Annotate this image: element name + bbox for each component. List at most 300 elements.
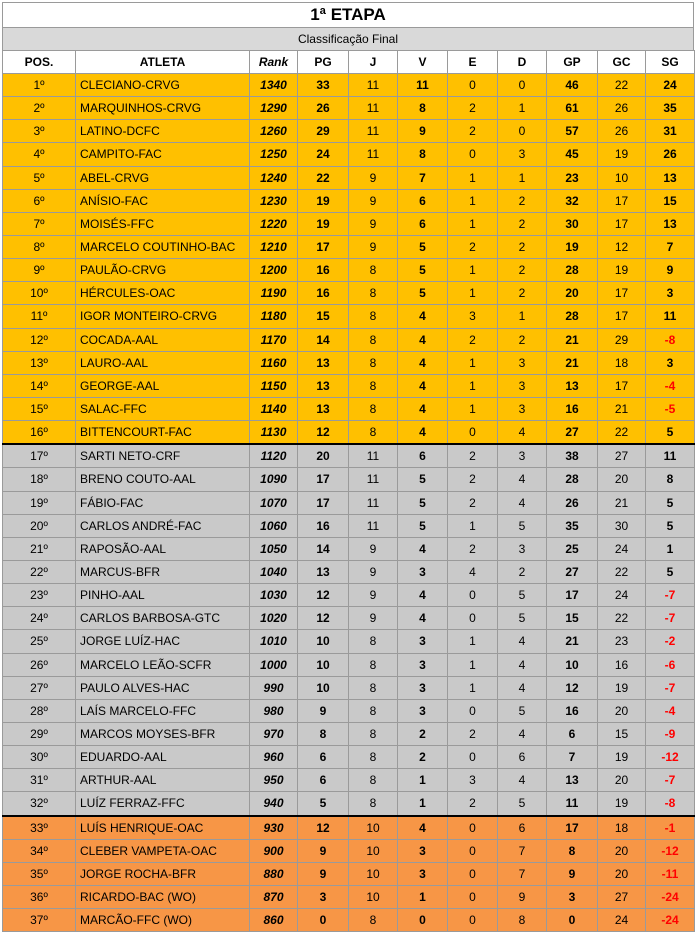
cell-sg: -4 (646, 374, 695, 397)
cell-gc: 22 (598, 607, 646, 630)
cell-rank: 1150 (250, 374, 298, 397)
cell-gc: 20 (598, 699, 646, 722)
cell-gc: 22 (598, 74, 646, 97)
cell-v: 1 (398, 769, 448, 792)
header-pg: PG (298, 51, 349, 74)
cell-d: 3 (498, 537, 547, 560)
cell-j: 8 (349, 351, 398, 374)
cell-j: 10 (349, 816, 398, 840)
cell-gp: 9 (547, 862, 598, 885)
header-e: E (448, 51, 498, 74)
cell-rank: 1210 (250, 235, 298, 258)
cell-pos: 28º (3, 699, 76, 722)
cell-sg: 15 (646, 189, 695, 212)
table-row (3, 607, 695, 630)
cell-rank: 1090 (250, 468, 298, 491)
cell-d: 4 (498, 421, 547, 445)
cell-athlete: ARTHUR-AAL (76, 769, 250, 792)
cell-pos: 20º (3, 514, 76, 537)
cell-athlete: RAPOSÃO-AAL (76, 537, 250, 560)
cell-sg: -24 (646, 885, 695, 908)
cell-gp: 3 (547, 885, 598, 908)
cell-gp: 12 (547, 676, 598, 699)
cell-v: 3 (398, 630, 448, 653)
cell-pos: 23º (3, 584, 76, 607)
cell-rank: 1120 (250, 444, 298, 468)
cell-athlete: MOISÉS-FFC (76, 212, 250, 235)
cell-athlete: SALAC-FFC (76, 397, 250, 420)
cell-e: 0 (448, 839, 498, 862)
cell-d: 2 (498, 560, 547, 583)
cell-gc: 27 (598, 885, 646, 908)
table-row (3, 97, 695, 120)
cell-gp: 35 (547, 514, 598, 537)
cell-j: 11 (349, 97, 398, 120)
cell-pg: 20 (298, 444, 349, 468)
cell-e: 1 (448, 259, 498, 282)
cell-athlete: MARCELO COUTINHO-BAC (76, 235, 250, 258)
cell-sg: 3 (646, 351, 695, 374)
cell-sg: 13 (646, 166, 695, 189)
cell-rank: 1340 (250, 74, 298, 97)
cell-sg: -24 (646, 909, 695, 932)
cell-d: 4 (498, 676, 547, 699)
cell-pg: 22 (298, 166, 349, 189)
cell-gc: 19 (598, 676, 646, 699)
header-pos: POS. (3, 51, 76, 74)
table-row (3, 189, 695, 212)
cell-pg: 26 (298, 97, 349, 120)
table-row (3, 653, 695, 676)
cell-athlete: LAURO-AAL (76, 351, 250, 374)
cell-j: 8 (349, 328, 398, 351)
cell-d: 1 (498, 305, 547, 328)
cell-v: 4 (398, 607, 448, 630)
cell-rank: 1130 (250, 421, 298, 445)
cell-v: 4 (398, 374, 448, 397)
cell-gp: 16 (547, 397, 598, 420)
cell-gp: 8 (547, 839, 598, 862)
cell-pg: 19 (298, 189, 349, 212)
cell-gp: 6 (547, 722, 598, 745)
cell-pos: 26º (3, 653, 76, 676)
cell-d: 2 (498, 212, 547, 235)
cell-pos: 30º (3, 746, 76, 769)
cell-rank: 1160 (250, 351, 298, 374)
header-v: V (398, 51, 448, 74)
cell-d: 9 (498, 885, 547, 908)
cell-d: 7 (498, 862, 547, 885)
cell-gp: 13 (547, 374, 598, 397)
cell-pg: 6 (298, 769, 349, 792)
cell-rank: 970 (250, 722, 298, 745)
cell-athlete: LAÍS MARCELO-FFC (76, 699, 250, 722)
cell-sg: 31 (646, 120, 695, 143)
cell-v: 3 (398, 862, 448, 885)
cell-e: 0 (448, 816, 498, 840)
cell-pg: 29 (298, 120, 349, 143)
cell-e: 2 (448, 444, 498, 468)
header-j: J (349, 51, 398, 74)
cell-d: 2 (498, 282, 547, 305)
cell-e: 2 (448, 468, 498, 491)
cell-j: 9 (349, 537, 398, 560)
cell-athlete: IGOR MONTEIRO-CRVG (76, 305, 250, 328)
cell-sg: 5 (646, 491, 695, 514)
cell-d: 7 (498, 839, 547, 862)
cell-gp: 30 (547, 212, 598, 235)
cell-sg: -9 (646, 722, 695, 745)
cell-pg: 17 (298, 468, 349, 491)
cell-j: 8 (349, 305, 398, 328)
cell-athlete: MARQUINHOS-CRVG (76, 97, 250, 120)
cell-pg: 8 (298, 722, 349, 745)
cell-d: 5 (498, 792, 547, 816)
cell-j: 10 (349, 839, 398, 862)
cell-gp: 28 (547, 259, 598, 282)
cell-pg: 3 (298, 885, 349, 908)
cell-sg: -5 (646, 397, 695, 420)
header-row (3, 51, 695, 74)
cell-athlete: BRENO COUTO-AAL (76, 468, 250, 491)
cell-rank: 1140 (250, 397, 298, 420)
cell-rank: 1040 (250, 560, 298, 583)
cell-v: 6 (398, 444, 448, 468)
cell-rank: 980 (250, 699, 298, 722)
cell-athlete: LUÍZ FERRAZ-FFC (76, 792, 250, 816)
cell-pos: 17º (3, 444, 76, 468)
cell-rank: 900 (250, 839, 298, 862)
cell-gc: 24 (598, 909, 646, 932)
cell-gc: 26 (598, 120, 646, 143)
cell-gc: 24 (598, 584, 646, 607)
header-d: D (498, 51, 547, 74)
cell-d: 4 (498, 653, 547, 676)
cell-v: 6 (398, 212, 448, 235)
cell-e: 1 (448, 189, 498, 212)
cell-j: 8 (349, 746, 398, 769)
cell-pg: 15 (298, 305, 349, 328)
cell-rank: 1190 (250, 282, 298, 305)
cell-pos: 2º (3, 97, 76, 120)
cell-gc: 20 (598, 468, 646, 491)
cell-gp: 32 (547, 189, 598, 212)
cell-gp: 0 (547, 909, 598, 932)
cell-athlete: CARLOS ANDRÉ-FAC (76, 514, 250, 537)
cell-pos: 29º (3, 722, 76, 745)
cell-pos: 25º (3, 630, 76, 653)
cell-gc: 17 (598, 374, 646, 397)
cell-sg: -12 (646, 839, 695, 862)
cell-d: 3 (498, 351, 547, 374)
cell-athlete: PINHO-AAL (76, 584, 250, 607)
table-row (3, 351, 695, 374)
cell-e: 2 (448, 235, 498, 258)
cell-sg: -7 (646, 607, 695, 630)
cell-pg: 9 (298, 862, 349, 885)
cell-v: 3 (398, 699, 448, 722)
cell-pg: 12 (298, 584, 349, 607)
cell-sg: -6 (646, 653, 695, 676)
cell-j: 8 (349, 630, 398, 653)
cell-gc: 12 (598, 235, 646, 258)
cell-v: 2 (398, 746, 448, 769)
cell-v: 7 (398, 166, 448, 189)
cell-e: 0 (448, 74, 498, 97)
cell-sg: -12 (646, 746, 695, 769)
cell-pg: 10 (298, 676, 349, 699)
cell-sg: -1 (646, 816, 695, 840)
cell-sg: 8 (646, 468, 695, 491)
cell-j: 8 (349, 909, 398, 932)
cell-v: 2 (398, 722, 448, 745)
cell-gp: 27 (547, 421, 598, 445)
cell-j: 9 (349, 212, 398, 235)
cell-sg: 24 (646, 74, 695, 97)
cell-e: 2 (448, 537, 498, 560)
cell-pos: 10º (3, 282, 76, 305)
cell-pos: 27º (3, 676, 76, 699)
cell-gp: 16 (547, 699, 598, 722)
cell-d: 1 (498, 97, 547, 120)
cell-gp: 21 (547, 328, 598, 351)
cell-e: 0 (448, 143, 498, 166)
cell-v: 4 (398, 305, 448, 328)
cell-athlete: ANÍSIO-FAC (76, 189, 250, 212)
cell-e: 2 (448, 792, 498, 816)
cell-j: 8 (349, 769, 398, 792)
cell-athlete: LATINO-DCFC (76, 120, 250, 143)
cell-pg: 14 (298, 537, 349, 560)
page-title: 1ª ETAPA (2, 2, 694, 27)
cell-sg: -2 (646, 630, 695, 653)
cell-pg: 12 (298, 421, 349, 445)
cell-pos: 36º (3, 885, 76, 908)
cell-athlete: COCADA-AAL (76, 328, 250, 351)
cell-sg: 26 (646, 143, 695, 166)
cell-athlete: SARTI NETO-CRF (76, 444, 250, 468)
cell-rank: 1260 (250, 120, 298, 143)
cell-athlete: BITTENCOURT-FAC (76, 421, 250, 445)
cell-pg: 14 (298, 328, 349, 351)
cell-v: 9 (398, 120, 448, 143)
cell-rank: 1230 (250, 189, 298, 212)
cell-pg: 19 (298, 212, 349, 235)
cell-d: 2 (498, 259, 547, 282)
table-row (3, 120, 695, 143)
cell-j: 8 (349, 282, 398, 305)
cell-v: 3 (398, 653, 448, 676)
cell-e: 3 (448, 305, 498, 328)
header-sg: SG (646, 51, 695, 74)
cell-pos: 7º (3, 212, 76, 235)
cell-v: 4 (398, 584, 448, 607)
cell-pg: 33 (298, 74, 349, 97)
header-gp: GP (547, 51, 598, 74)
cell-sg: -7 (646, 769, 695, 792)
cell-pos: 32º (3, 792, 76, 816)
cell-d: 0 (498, 74, 547, 97)
cell-gc: 26 (598, 97, 646, 120)
cell-pg: 6 (298, 746, 349, 769)
cell-d: 4 (498, 769, 547, 792)
cell-pg: 10 (298, 630, 349, 653)
cell-pos: 13º (3, 351, 76, 374)
cell-gp: 21 (547, 351, 598, 374)
table-row (3, 212, 695, 235)
cell-gp: 21 (547, 630, 598, 653)
cell-gp: 17 (547, 816, 598, 840)
cell-j: 11 (349, 491, 398, 514)
cell-e: 0 (448, 885, 498, 908)
cell-gc: 29 (598, 328, 646, 351)
cell-j: 11 (349, 120, 398, 143)
cell-athlete: CLEBER VAMPETA-OAC (76, 839, 250, 862)
cell-gp: 11 (547, 792, 598, 816)
cell-e: 1 (448, 351, 498, 374)
cell-rank: 1060 (250, 514, 298, 537)
cell-sg: 5 (646, 421, 695, 445)
table-row (3, 514, 695, 537)
cell-e: 2 (448, 722, 498, 745)
cell-gc: 22 (598, 421, 646, 445)
cell-sg: 11 (646, 305, 695, 328)
cell-v: 5 (398, 468, 448, 491)
cell-e: 0 (448, 421, 498, 445)
cell-athlete: RICARDO-BAC (WO) (76, 885, 250, 908)
cell-d: 5 (498, 514, 547, 537)
table-row (3, 769, 695, 792)
cell-j: 10 (349, 885, 398, 908)
cell-pos: 37º (3, 909, 76, 932)
cell-pos: 1º (3, 74, 76, 97)
table-row (3, 444, 695, 468)
cell-sg: 35 (646, 97, 695, 120)
cell-j: 11 (349, 143, 398, 166)
table-row (3, 328, 695, 351)
cell-v: 3 (398, 839, 448, 862)
cell-rank: 880 (250, 862, 298, 885)
cell-pos: 18º (3, 468, 76, 491)
cell-pos: 22º (3, 560, 76, 583)
cell-gp: 28 (547, 305, 598, 328)
cell-pos: 21º (3, 537, 76, 560)
cell-pos: 4º (3, 143, 76, 166)
cell-v: 4 (398, 816, 448, 840)
cell-athlete: CLECIANO-CRVG (76, 74, 250, 97)
cell-d: 3 (498, 143, 547, 166)
cell-rank: 1200 (250, 259, 298, 282)
cell-sg: -8 (646, 792, 695, 816)
cell-gp: 46 (547, 74, 598, 97)
table-row (3, 584, 695, 607)
cell-gc: 17 (598, 282, 646, 305)
cell-v: 5 (398, 259, 448, 282)
cell-pg: 13 (298, 560, 349, 583)
cell-athlete: MARCELO LEÃO-SCFR (76, 653, 250, 676)
cell-sg: 13 (646, 212, 695, 235)
cell-pos: 34º (3, 839, 76, 862)
cell-rank: 1240 (250, 166, 298, 189)
cell-pos: 14º (3, 374, 76, 397)
cell-j: 9 (349, 560, 398, 583)
cell-athlete: MARCÃO-FFC (WO) (76, 909, 250, 932)
cell-j: 8 (349, 421, 398, 445)
cell-athlete: JORGE ROCHA-BFR (76, 862, 250, 885)
cell-e: 0 (448, 862, 498, 885)
cell-j: 8 (349, 676, 398, 699)
cell-v: 8 (398, 143, 448, 166)
cell-gp: 15 (547, 607, 598, 630)
cell-rank: 940 (250, 792, 298, 816)
cell-sg: -7 (646, 676, 695, 699)
cell-e: 2 (448, 328, 498, 351)
cell-gc: 19 (598, 746, 646, 769)
cell-pos: 15º (3, 397, 76, 420)
table-row (3, 560, 695, 583)
cell-gc: 17 (598, 189, 646, 212)
cell-e: 1 (448, 212, 498, 235)
cell-j: 8 (349, 397, 398, 420)
cell-gp: 25 (547, 537, 598, 560)
cell-j: 9 (349, 607, 398, 630)
table-row (3, 397, 695, 420)
table-row (3, 722, 695, 745)
cell-d: 4 (498, 722, 547, 745)
cell-gp: 28 (547, 468, 598, 491)
cell-j: 10 (349, 862, 398, 885)
table-row (3, 699, 695, 722)
standings-table (2, 50, 695, 932)
cell-pos: 5º (3, 166, 76, 189)
cell-d: 0 (498, 120, 547, 143)
cell-d: 6 (498, 746, 547, 769)
header-athlete: ATLETA (76, 51, 250, 74)
cell-e: 1 (448, 374, 498, 397)
header-rank: Rank (250, 51, 298, 74)
cell-j: 8 (349, 259, 398, 282)
cell-gp: 19 (547, 235, 598, 258)
cell-athlete: FÁBIO-FAC (76, 491, 250, 514)
cell-pg: 0 (298, 909, 349, 932)
cell-v: 5 (398, 514, 448, 537)
cell-d: 5 (498, 584, 547, 607)
cell-gp: 13 (547, 769, 598, 792)
cell-gc: 20 (598, 862, 646, 885)
cell-v: 6 (398, 189, 448, 212)
cell-sg: -4 (646, 699, 695, 722)
cell-athlete: PAULÃO-CRVG (76, 259, 250, 282)
header-gc: GC (598, 51, 646, 74)
cell-d: 5 (498, 607, 547, 630)
cell-j: 11 (349, 468, 398, 491)
cell-gp: 7 (547, 746, 598, 769)
table-row (3, 259, 695, 282)
cell-d: 5 (498, 699, 547, 722)
cell-e: 1 (448, 166, 498, 189)
cell-e: 2 (448, 97, 498, 120)
cell-rank: 860 (250, 909, 298, 932)
table-row (3, 282, 695, 305)
cell-e: 1 (448, 653, 498, 676)
cell-rank: 950 (250, 769, 298, 792)
cell-e: 1 (448, 397, 498, 420)
cell-pos: 9º (3, 259, 76, 282)
cell-e: 4 (448, 560, 498, 583)
cell-e: 1 (448, 630, 498, 653)
cell-gc: 21 (598, 397, 646, 420)
cell-pg: 13 (298, 374, 349, 397)
